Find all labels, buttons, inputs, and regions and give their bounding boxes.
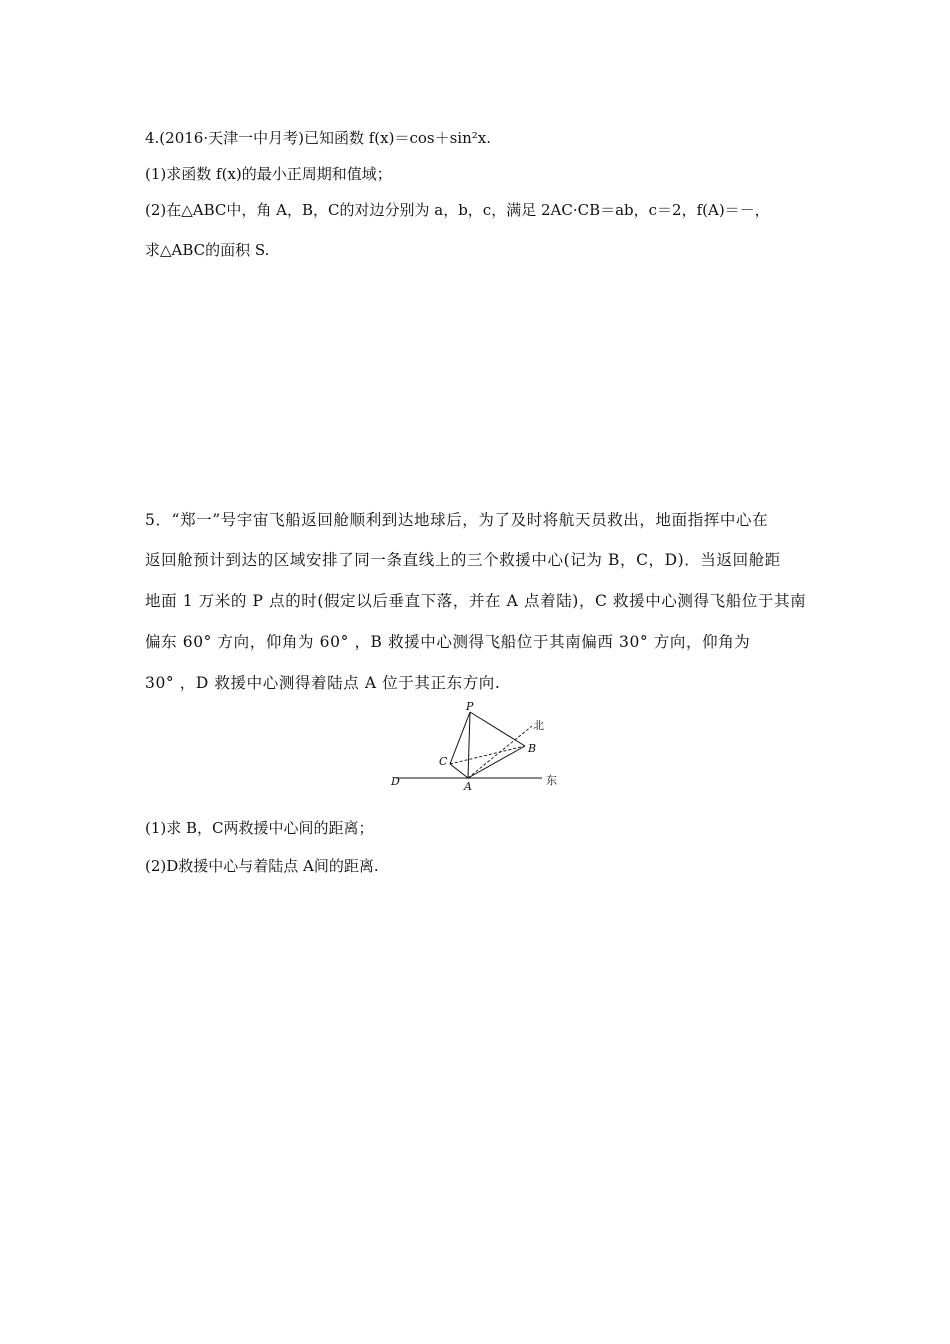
label-north: 北	[533, 719, 544, 732]
problem-5-statement-line-4: 偏东 60° 方向，仰角为 60° ，B 救援中心测得飞船位于其南偏西 30° 方向，仰角为	[145, 633, 751, 651]
geometry-diagram	[380, 700, 580, 800]
label-P: P	[466, 700, 474, 713]
edge-PB	[470, 712, 525, 746]
problem-4-statement: 4.(2016·天津一中月考)已知函数 f(x)＝cos＋sin²x.	[145, 129, 491, 147]
problem-5-statement-line-3: 地面 1 万米的 P 点的时(假定以后垂直下落，并在 A 点着陆)，C 救援中心测得飞船位于其南	[145, 592, 807, 610]
problem-5-question-2: (2)D救援中心与着陆点 A间的距离.	[145, 857, 379, 875]
problem-5-statement-line-5: 30° ，D 救援中心测得着陆点 A 位于其正东方向.	[145, 674, 501, 692]
problem-4-question-1: (1)求函数 f(x)的最小正周期和值域；	[145, 165, 392, 183]
edge-CA	[450, 764, 468, 778]
problem-5-statement-line-1: 5．“郑一”号宇宙飞船返回舱顺利到达地球后，为了及时将航天员救出，地面指挥中心在	[145, 511, 769, 529]
label-B: B	[528, 742, 537, 755]
edge-AB	[468, 746, 525, 778]
problem-4-question-2-continued: 求△ABC的面积 S.	[145, 241, 270, 259]
edge-PA	[468, 712, 470, 778]
label-A: A	[464, 780, 472, 793]
edge-CB-dashed	[450, 746, 525, 764]
north-line-dashed	[468, 726, 532, 778]
label-C: C	[439, 755, 448, 768]
edge-PC	[450, 712, 470, 764]
problem-5-question-1: (1)求 B，C两救援中心间的距离；	[145, 819, 374, 837]
label-D: D	[391, 775, 400, 788]
problem-5-statement-line-2: 返回舱预计到达的区域安排了同一条直线上的三个救援中心(记为 B，C，D)．当返回舱距	[145, 551, 781, 569]
problem-4-question-2: (2)在△ABC中，角 A，B，C的对边分别为 a，b，c，满足 2AC·CB＝ab，c＝2，f(A)＝－，	[145, 201, 770, 219]
label-east: 东	[546, 774, 557, 787]
